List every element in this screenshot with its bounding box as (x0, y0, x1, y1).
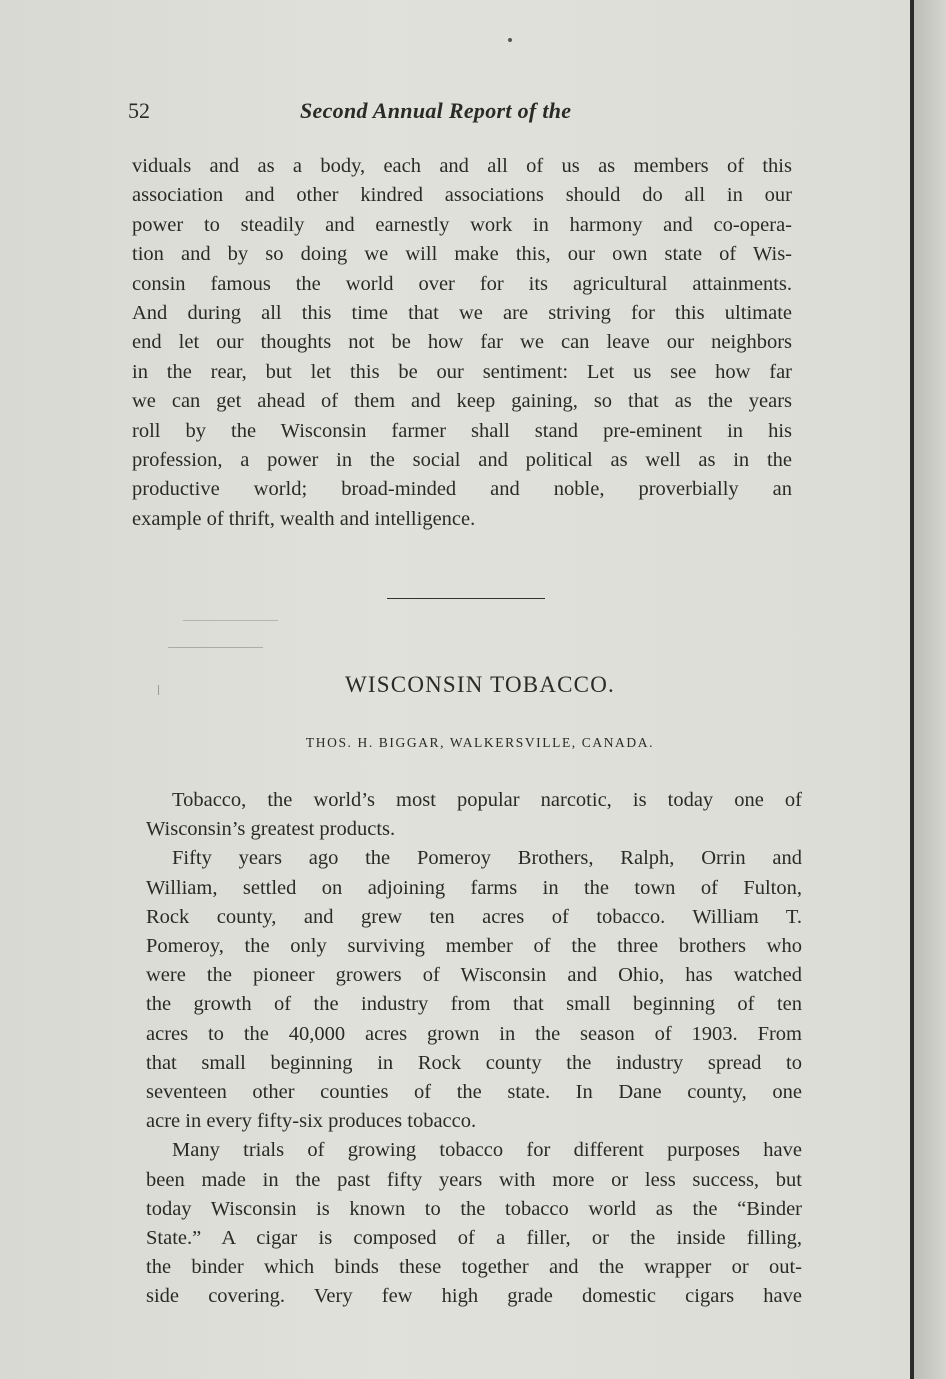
article-title: WISCONSIN TOBACCO. (345, 672, 615, 697)
body-line: the growth of the industry from that small beginning of ten (146, 993, 802, 1016)
intro-line: roll by the Wisconsin farmer shall stand pre-eminent in his (132, 419, 792, 442)
intro-line: tion and by so doing we will make this, our own state of Wis- (132, 243, 792, 266)
body-line: Fifty years ago the Pomeroy Brothers, Ralph, Orrin and (172, 847, 802, 870)
faint-show-through-mark (168, 647, 263, 648)
body-line: Many trials of growing tobacco for different purposes have (172, 1139, 802, 1162)
body-line: acre in every fifty-six produces tobacco. (146, 1110, 477, 1133)
body-line: today Wisconsin is known to the tobacco world as the “Binder (146, 1197, 802, 1220)
body-line: Rock county, and grew ten acres of tobacco. William T. (146, 905, 802, 928)
body-line: side covering. Very few high grade domestic cigars have (146, 1285, 802, 1308)
running-head: Second Annual Report of the (300, 98, 572, 123)
body-line: that small beginning in Rock county the industry spread to (146, 1051, 802, 1074)
page-number: 52 (128, 98, 150, 123)
article-body (146, 786, 802, 1312)
body-line: were the pioneer growers of Wisconsin and Ohio, has watched (146, 964, 802, 987)
intro-line: association and other kindred associations should do all in our (132, 184, 792, 207)
body-line: the binder which binds these together and the wrapper or out- (146, 1256, 802, 1279)
body-line: seventeen other counties of the state. In Dane county, one (146, 1081, 802, 1104)
intro-line: end let our thoughts not be how far we can leave our neighbors (132, 331, 792, 354)
body-line: acres to the 40,000 acres grown in the season of 1903. From (146, 1022, 802, 1045)
body-line: Pomeroy, the only surviving member of the three brothers who (146, 935, 802, 958)
intro-line: profession, a power in the social and political as well as in the (132, 449, 792, 472)
body-line: William, settled on adjoining farms in the town of Fulton, (146, 876, 802, 899)
intro-line: we can get ahead of them and keep gaining, so that as the years (132, 390, 792, 413)
body-line: been made in the past fifty years with more or less success, but (146, 1168, 802, 1191)
page-header (128, 98, 808, 130)
section-divider-rule (387, 598, 545, 599)
article-byline: THOS. H. BIGGAR, WALKERSVILLE, CANADA. (305, 735, 655, 750)
body-line: State.” A cigar is composed of a filler, or the inside filling, (146, 1227, 802, 1250)
intro-line: in the rear, but let this be our sentiment: Let us see how far (132, 360, 792, 383)
body-line: Tobacco, the world’s most popular narcotic, is today one of (172, 789, 802, 811)
faint-show-through-mark (183, 620, 278, 621)
intro-line: productive world; broad-minded and noble, proverbially an (132, 478, 792, 501)
intro-line: power to steadily and earnestly work in harmony and co-opera- (132, 213, 792, 236)
intro-line: viduals and as a body, each and all of us as members of this (132, 155, 792, 177)
intro-line: example of thrift, wealth and intelligence. (132, 507, 476, 530)
page-speck (508, 38, 512, 42)
intro-paragraph (132, 152, 792, 534)
intro-line: And during all this time that we are striving for this ultimate (132, 302, 792, 325)
body-line: Wisconsin’s greatest products. (146, 818, 396, 841)
intro-line: consin famous the world over for its agricultural attainments. (132, 272, 792, 295)
